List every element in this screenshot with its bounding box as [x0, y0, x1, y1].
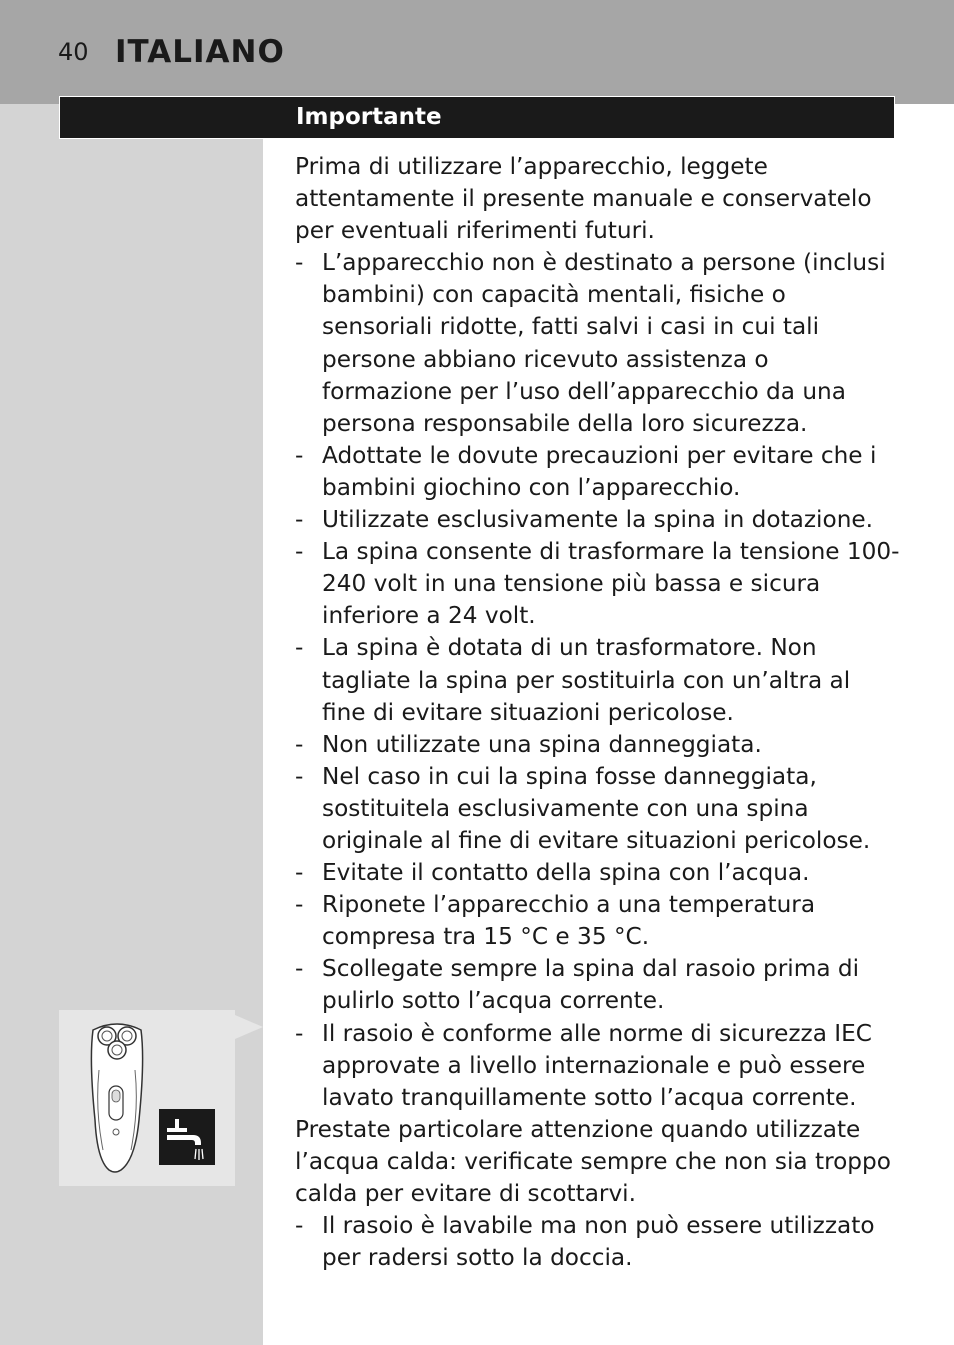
shaver-illustration — [59, 1010, 235, 1186]
list-item: - La spina è dotata di un trasformatore. Non tagliate la spina per sostituirla con un’altra al fine di evitare situazioni pericolose. — [295, 632, 901, 728]
list-item: - Adottate le dovute precauzioni per evitare che i bambini giochino con l’apparecchio. — [295, 440, 901, 504]
hot-water-warning: Prestate particolare attenzione quando utilizzate l’acqua calda: verificate sempre che non sia troppo calda per evitare di scottarvi. — [295, 1115, 891, 1207]
water-tap-icon — [159, 1109, 215, 1165]
header-band — [0, 0, 954, 104]
list-item: - Utilizzate esclusivamente la spina in dotazione. — [295, 504, 901, 536]
illustration-pointer — [235, 1015, 263, 1039]
list-item: - Non utilizzate una spina danneggiata. — [295, 729, 901, 761]
list-item: - Scollegate sempre la spina dal rasoio prima di pulirlo sotto l’acqua corrente. — [295, 953, 901, 1017]
list-item: - Il rasoio è lavabile ma non può essere utilizzato per radersi sotto la doccia. — [295, 1210, 901, 1274]
page-number: 40 — [58, 38, 89, 66]
list-item: - Evitate il contatto della spina con l’acqua. — [295, 857, 901, 889]
list-item: - L’apparecchio non è destinato a persone (inclusi bambini) con capacità mentali, fisiche o sensoriali ridotte, fatti salvi i casi in cui tali persone abbiano ricevuto assistenza o formazione per l’uso dell’apparecchio da una persona responsabile della loro sicurezza. — [295, 247, 901, 440]
shower-list — [295, 1210, 901, 1274]
language-title: ITALIANO — [115, 34, 285, 70]
section-heading-bar — [59, 96, 895, 139]
safety-list — [295, 247, 901, 1114]
list-item: - Riponete l’apparecchio a una temperatura compresa tra 15 °C e 35 °C. — [295, 889, 901, 953]
intro-paragraph: Prima di utilizzare l’apparecchio, leggete attentamente il presente manuale e conservatelo per eventuali riferimenti futuri. — [295, 153, 872, 245]
list-item: - Nel caso in cui la spina fosse danneggiata, sostituitela esclusivamente con una spina originale al fine di evitare situazioni pericolose. — [295, 761, 901, 857]
body-text — [295, 151, 901, 1274]
section-title: Importante — [296, 104, 442, 130]
list-item: - La spina consente di trasformare la tensione 100-240 volt in una tensione più bassa e sicura inferiore a 24 volt. — [295, 536, 901, 632]
list-item: - Il rasoio è conforme alle norme di sicurezza IEC approvate a livello internazionale e può essere lavato tranquillamente sotto l’acqua corrente. — [295, 1018, 901, 1114]
